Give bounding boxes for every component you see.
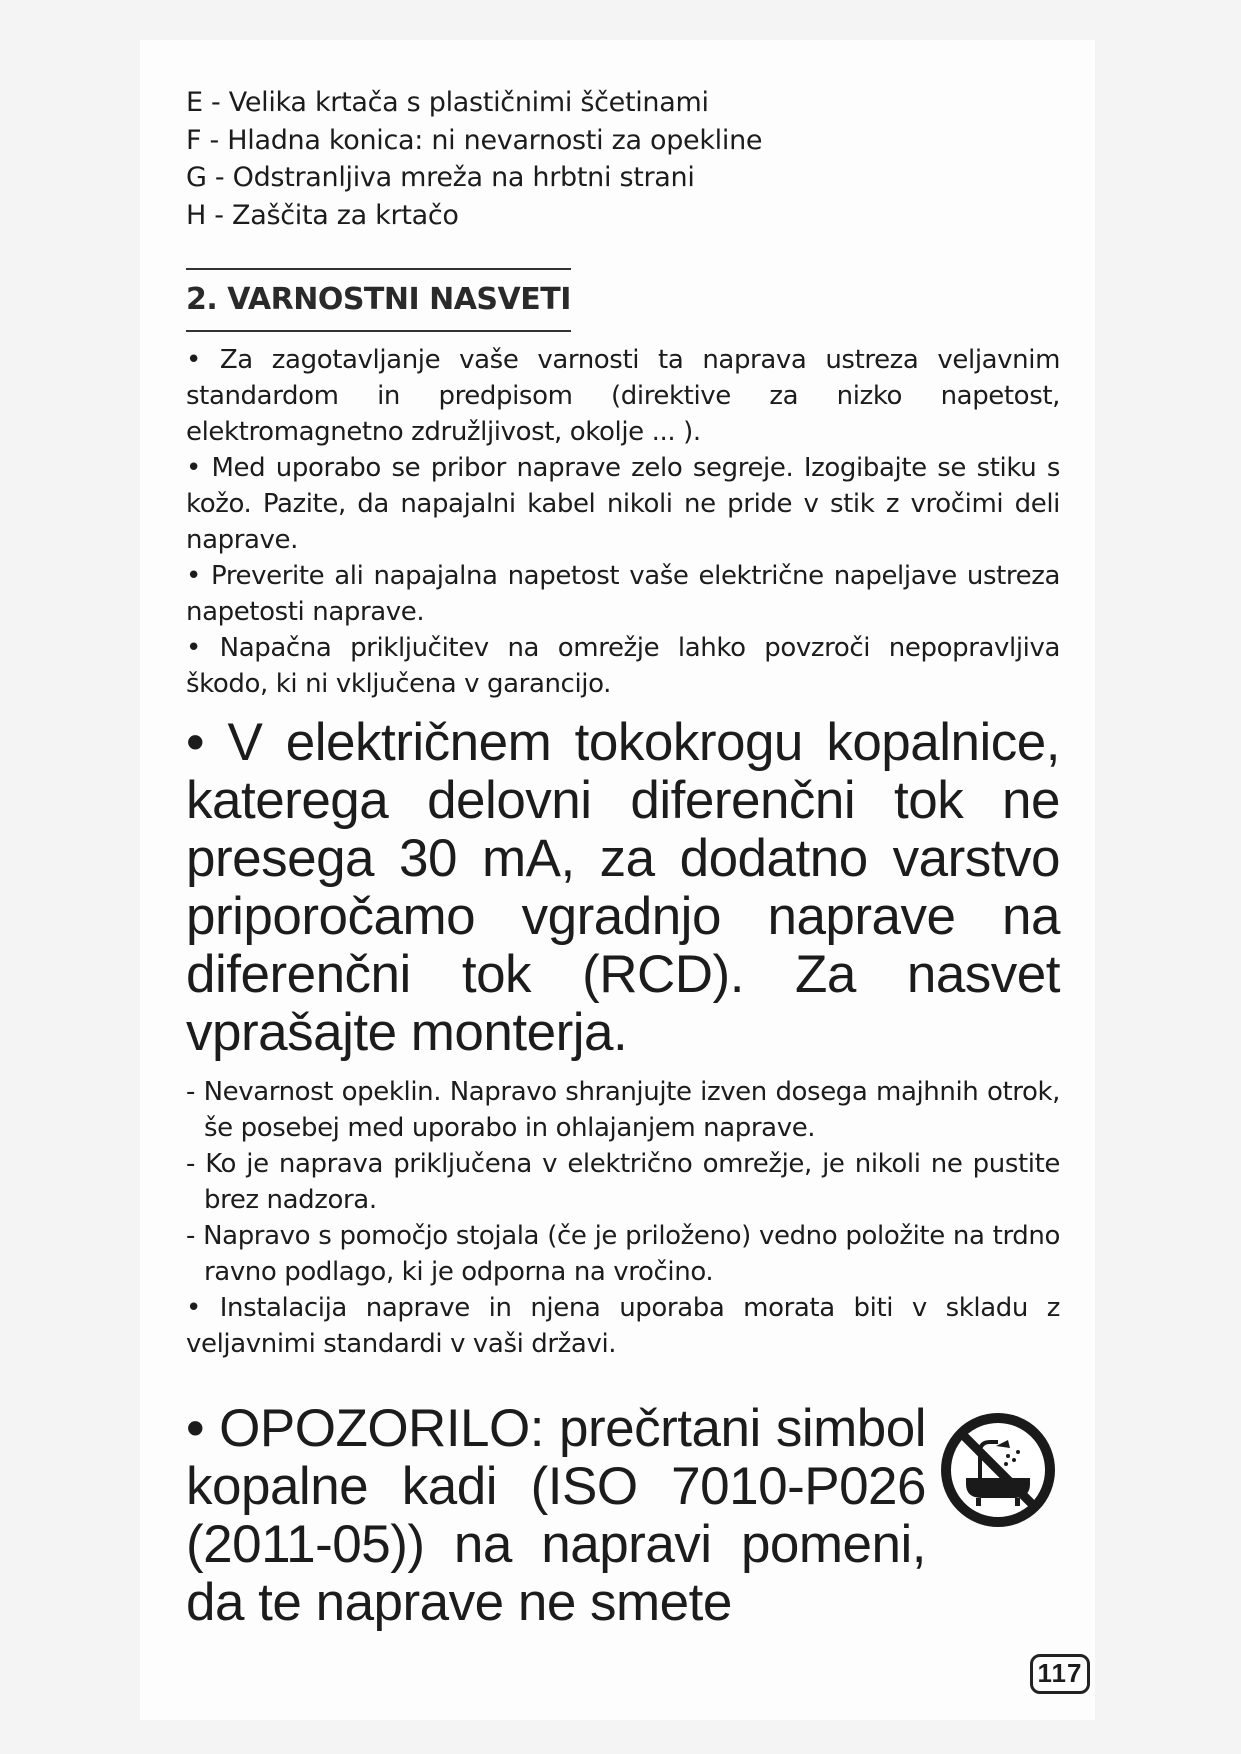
no-bathtub-icon bbox=[940, 1412, 1056, 1528]
safety-paragraph: • Za zagotavljanje vaše varnosti ta naprava ustreza veljavnim standardom in predpisom (direktive za nizko napetost, elektromagnetno združljivost, okolje ... ). bbox=[186, 345, 1060, 447]
section-heading: 2. VARNOSTNI NASVETI bbox=[186, 282, 571, 317]
safety-paragraph: - Nevarnost opeklin. Napravo shranjujte izven dosega majhnih otrok, še posebej med uporabo in ohlajanjem naprave. bbox=[186, 1077, 1060, 1143]
rcd-warning: • V električnem tokokrogu kopalnice, katerega delovni diferenčni tok ne presega 30 mA, za dodatno varstvo priporočamo vgradnjo naprave na diferenčni tok (RCD). Za nasvet vprašajte monterja. bbox=[186, 713, 1060, 1062]
safety-paragraph: • Med uporabo se pribor naprave zelo segreje. Izogibajte se stiku s kožo. Pazite, da napajalni kabel nikoli ne pride v stik z vročimi deli naprave. bbox=[186, 453, 1060, 555]
safety-paragraph: • Napačna priključitev na omrežje lahko povzroči nepopravljiva škodo, ki ni vključena v garancijo. bbox=[186, 633, 1060, 699]
legend-item: G - Odstranljiva mreža na hrbtni strani bbox=[186, 162, 695, 193]
safety-paragraph: - Ko je naprava priključena v električno omrežje, je nikoli ne pustite brez nadzora. bbox=[186, 1149, 1060, 1215]
safety-paragraphs-1 bbox=[186, 342, 1060, 702]
bathtub-warning: • OPOZORILO: prečrtani simbol kopalne kadi (ISO 7010-P026 (2011-05)) na napravi pomeni, da te naprave ne smete bbox=[186, 1399, 926, 1632]
page-number: 117 bbox=[1030, 1654, 1090, 1694]
legend-item: E - Velika krtača s plastičnimi ščetinami bbox=[186, 87, 709, 118]
parts-legend bbox=[186, 84, 762, 234]
safety-paragraph: • Instalacija naprave in njena uporaba morata biti v skladu z veljavnimi standardi v vaši državi. bbox=[186, 1293, 1060, 1359]
safety-paragraphs-2 bbox=[186, 1074, 1060, 1362]
heading-rule-bottom bbox=[186, 330, 571, 332]
safety-paragraph: - Napravo s pomočjo stojala (če je priloženo) vedno položite na trdno ravno podlago, ki je odporna na vročino. bbox=[186, 1221, 1060, 1287]
heading-rule-top bbox=[186, 268, 571, 270]
legend-item: H - Zaščita za krtačo bbox=[186, 199, 459, 231]
safety-paragraph: • Preverite ali napajalna napetost vaše električne napeljave ustreza napetosti naprave. bbox=[186, 561, 1060, 627]
legend-item: F - Hladna konica: ni nevarnosti za opekline bbox=[186, 124, 763, 156]
